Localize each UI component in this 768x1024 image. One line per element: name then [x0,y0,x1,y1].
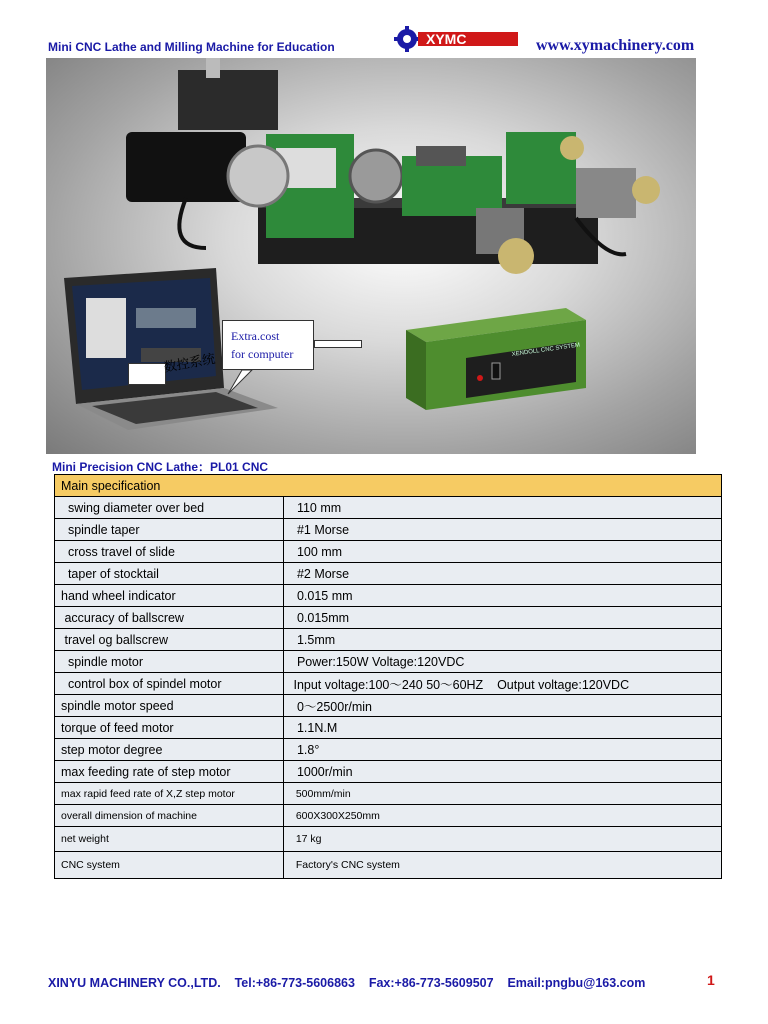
spec-label: step motor degree [55,739,284,761]
table-row [55,852,722,879]
table-row [55,695,722,717]
spec-label: hand wheel indicator [55,585,284,607]
spec-label: max rapid feed rate of X,Z step motor [55,783,284,805]
table-row [55,541,722,563]
spec-value: 1.1N.M [284,717,722,739]
label-box [128,363,166,385]
spec-value: #1 Morse [284,519,722,541]
xymc-logo [392,26,520,52]
gear-icon [394,26,420,52]
table-row [55,651,722,673]
table-header-row [55,475,722,497]
spec-label: swing diameter over bed [55,497,284,519]
cnc-system-label: 数控系统 [162,351,217,376]
spec-label: travel og ballscrew [55,629,284,651]
computer-callout [222,320,314,370]
specification-table [54,474,722,879]
spec-value: 17 kg [284,827,722,852]
spec-label: spindle motor [55,651,284,673]
table-row [55,519,722,541]
product-subtitle: Mini Precision CNC Lathe：PL01 CNC [52,460,269,474]
spec-value: 110 mm [284,497,722,519]
spec-value: 1.5mm [284,629,722,651]
spec-value: Input voltage:100～240 50～60HZ Output voltage:120VDC [284,673,722,695]
table-row [55,761,722,783]
table-row [55,783,722,805]
spec-label: overall dimension of machine [55,805,284,827]
table-heading: Main specification [55,475,722,497]
spec-label: taper of stocktail [55,563,284,585]
website-link[interactable]: www.xymachinery.com [536,37,695,54]
document-header-title: Mini CNC Lathe and Milling Machine for Education [48,40,335,54]
spec-value: 1.8° [284,739,722,761]
spec-value: Factory's CNC system [284,852,722,879]
spec-label: net weight [55,827,284,852]
table-row [55,739,722,761]
spec-value: 0.015 mm [284,585,722,607]
table-row [55,827,722,852]
spec-value: 500mm/min [284,783,722,805]
table-row [55,717,722,739]
spec-value: #2 Morse [284,563,722,585]
table-row [55,607,722,629]
spec-value: 0.015mm [284,607,722,629]
spec-label: control box of spindel motor [55,673,284,695]
callout-line2: for computer [231,347,294,361]
table-row [55,805,722,827]
logo-text: XYMC [426,31,467,47]
spec-label: CNC system [55,852,284,879]
cnc-lathe-illustration [46,58,696,454]
controller-label: XENDOLL CNC SYSTEM [511,342,581,358]
table-row [55,563,722,585]
spec-value: Power:150W Voltage:120VDC [284,651,722,673]
table-row [55,673,722,695]
table-row [55,497,722,519]
footer-contact: XINYU MACHINERY CO.,LTD. Tel:+86-773-5606863 Fax:+86-773-5609507 Email:pngbu@163.com [48,976,646,990]
spec-value: 1000r/min [284,761,722,783]
spec-value: 0～2500r/min [284,695,722,717]
spec-label: cross travel of slide [55,541,284,563]
spec-label: spindle taper [55,519,284,541]
spec-label: torque of feed motor [55,717,284,739]
spec-label: spindle motor speed [55,695,284,717]
callout-connector [314,340,362,348]
table-row [55,629,722,651]
callout-line1: Extra.cost [231,329,280,343]
table-row [55,585,722,607]
spec-value: 600X300X250mm [284,805,722,827]
product-photo [46,58,696,454]
spec-value: 100 mm [284,541,722,563]
spec-label: max feeding rate of step motor [55,761,284,783]
page-number: 1 [707,972,715,988]
spec-label: accuracy of ballscrew [55,607,284,629]
